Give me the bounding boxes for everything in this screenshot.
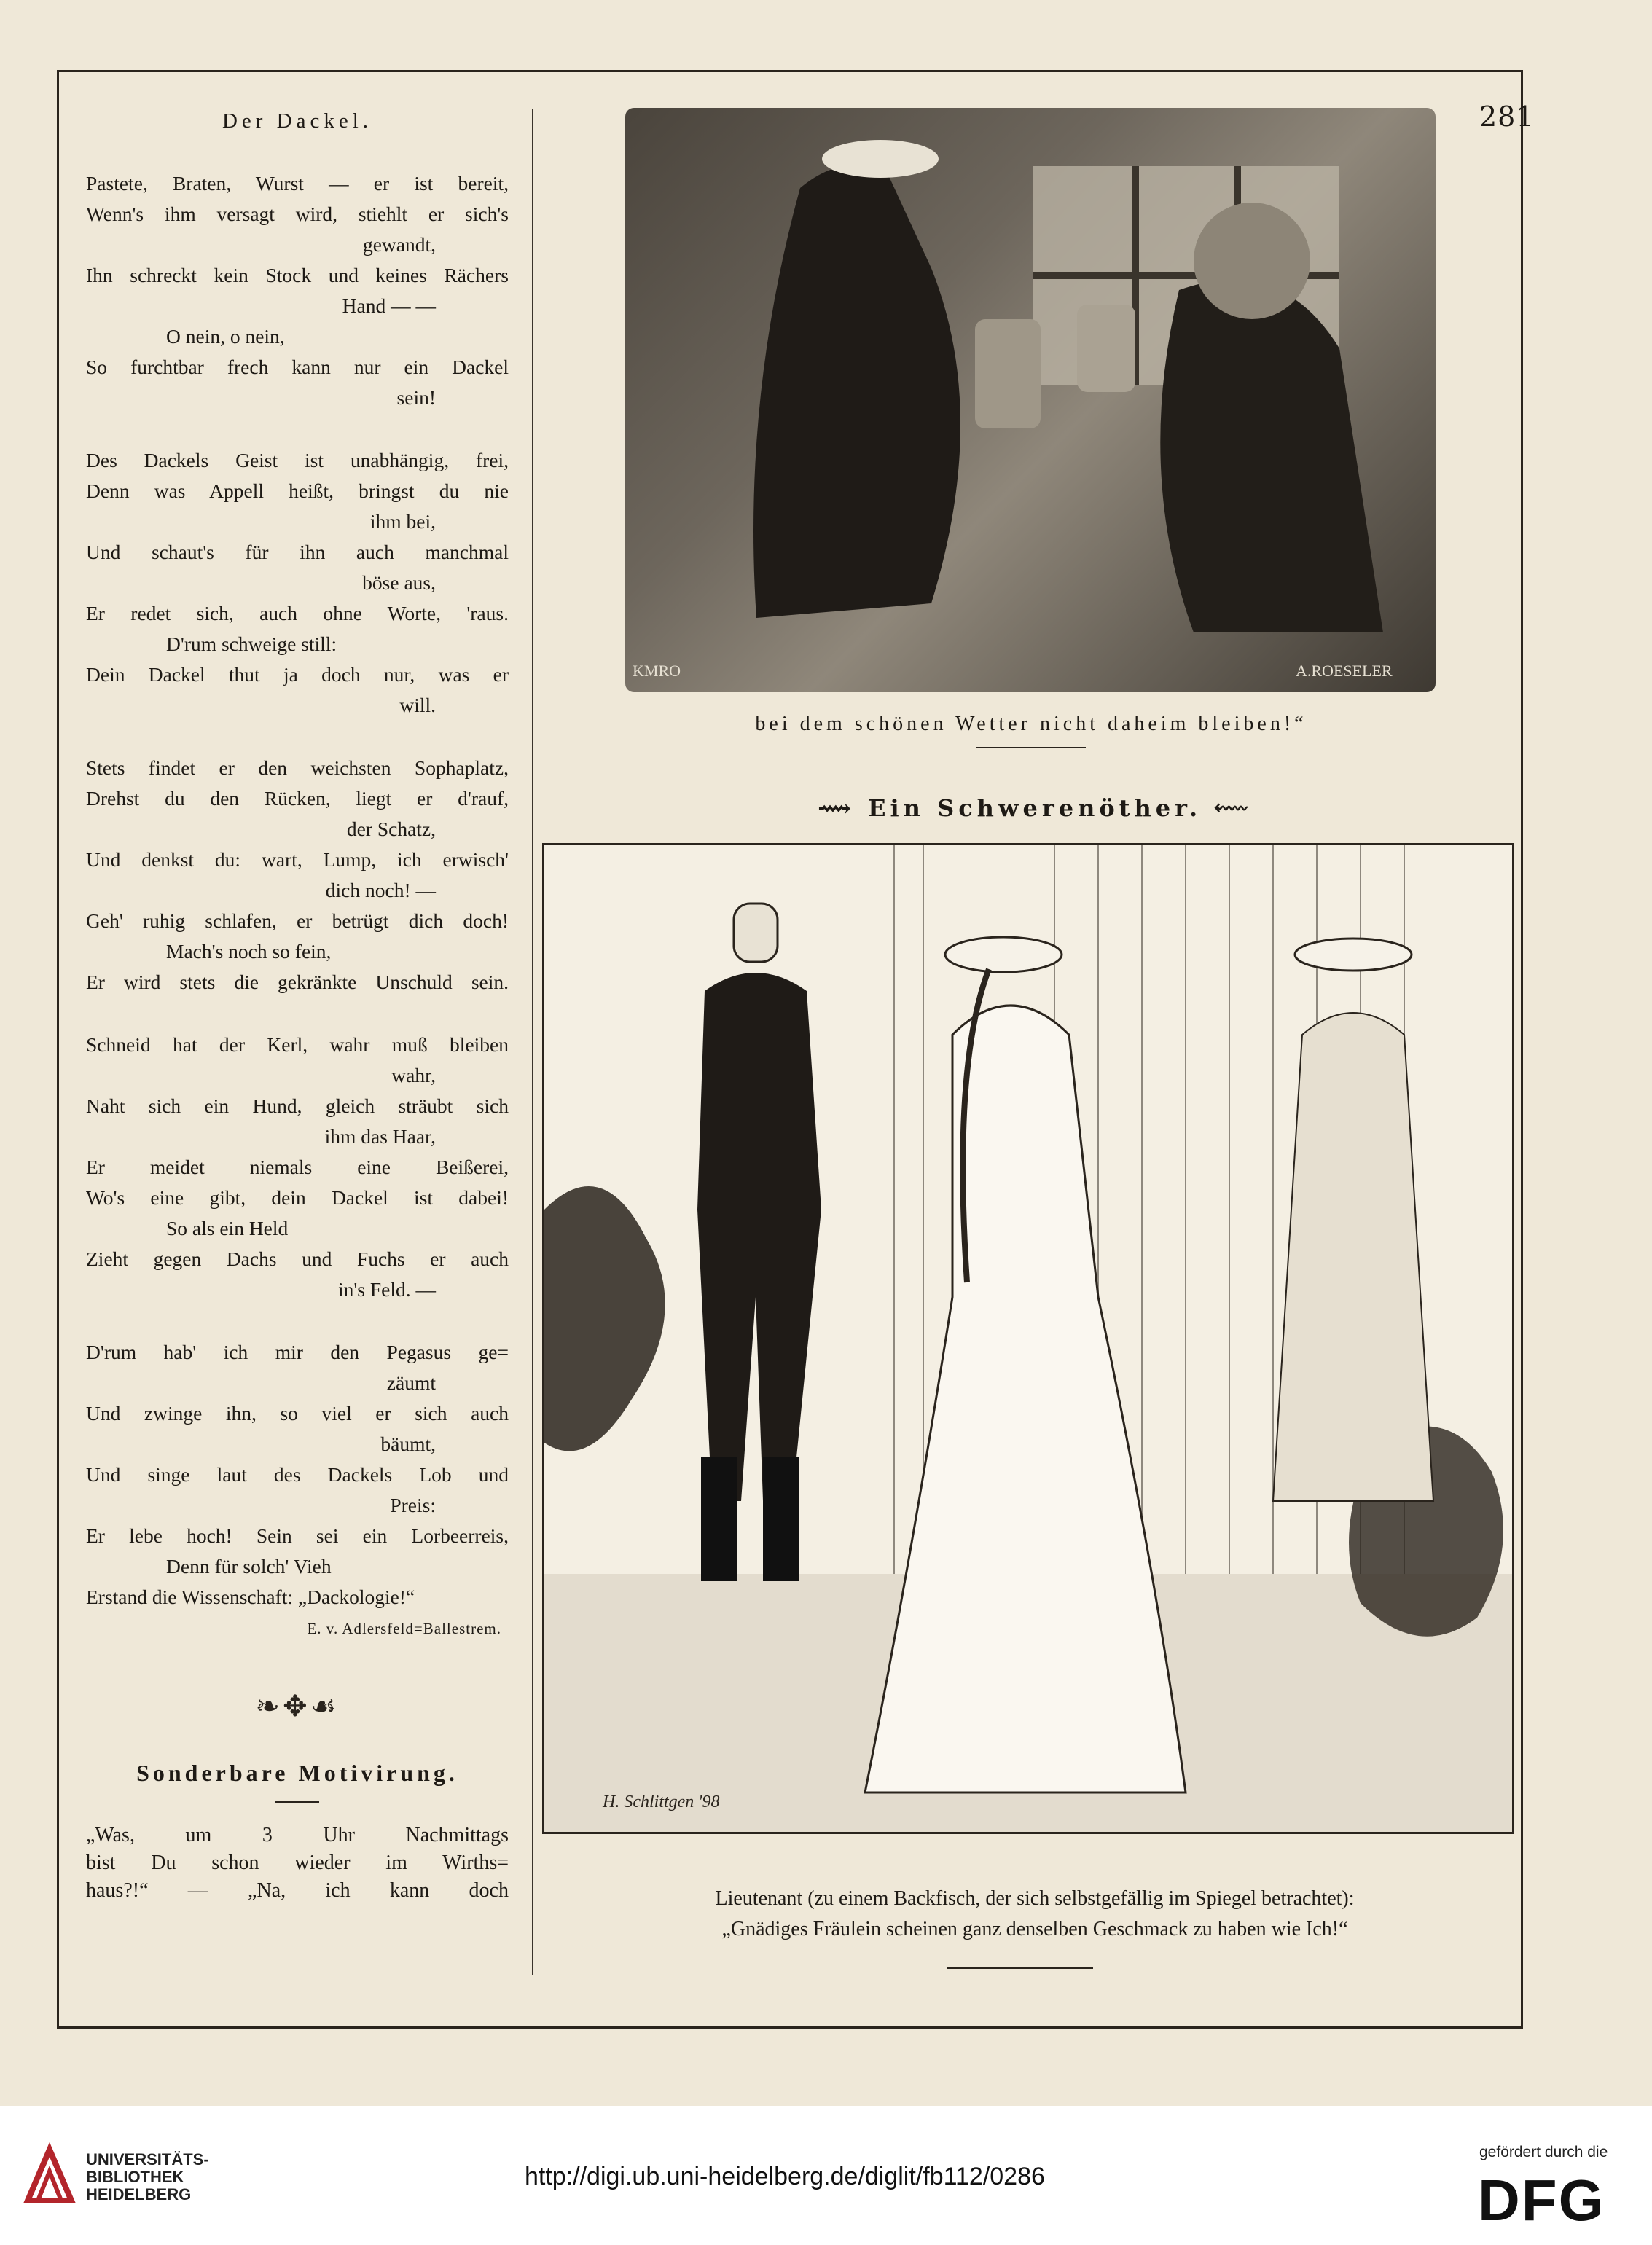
illustration-signature-left: KMRO bbox=[633, 662, 681, 680]
section-rule bbox=[976, 747, 1086, 748]
ornament-left-icon: ⟿ bbox=[818, 794, 856, 822]
poem-stanza-4 bbox=[86, 1030, 509, 1305]
lieutenant-scene-illustration bbox=[542, 843, 1514, 1834]
university-library-logo-icon bbox=[20, 2142, 79, 2208]
poem-line: Zieht gegen Dachs und Fuchs er auch bbox=[86, 1247, 509, 1270]
ornament-right-icon: ⬳ bbox=[1214, 794, 1252, 822]
poem-line: Er wird stets die gekränkte Unschuld sein. bbox=[86, 971, 509, 993]
poem-stanza-2 bbox=[86, 445, 509, 721]
poem-line: bäumt, bbox=[380, 1433, 436, 1455]
poem-line: Schneid hat der Kerl, wahr muß bleiben bbox=[86, 1033, 509, 1056]
poem-title: Der Dackel. bbox=[222, 109, 373, 133]
poem-line: Er meidet niemals eine Beißerei, bbox=[86, 1156, 509, 1178]
poem-line: Er lebe hoch! Sein sei ein Lorbeerreis, bbox=[86, 1524, 509, 1547]
illustration-signature: H. Schlittgen '98 bbox=[603, 1793, 720, 1811]
poem-line: zäumt bbox=[386, 1371, 436, 1394]
poem-line: Stets findet er den weichsten Sophaplatz, bbox=[86, 756, 509, 779]
viewer-footer bbox=[0, 2106, 1652, 2245]
section-title-text: Ein Schwerenöther. bbox=[868, 794, 1202, 822]
poem-line: böse aus, bbox=[362, 571, 436, 594]
poem-line: Und denkst du: wart, Lump, ich erwisch' bbox=[86, 848, 509, 871]
prose-line: „Was, um 3 Uhr Nachmittags bbox=[86, 1824, 509, 1846]
poem-line: Wenn's ihm versagt wird, stiehlt er sich's bbox=[86, 203, 509, 225]
poem-stanza-1 bbox=[86, 168, 509, 413]
poem-stanza-5 bbox=[86, 1337, 509, 1613]
poem-line: D'rum schweige still: bbox=[166, 632, 337, 655]
funder-label: gefördert durch die bbox=[1479, 2144, 1608, 2160]
poem-line: Preis: bbox=[390, 1494, 436, 1516]
institution-name bbox=[86, 2151, 209, 2203]
prose-line: bist Du schon wieder im Wirths= bbox=[86, 1852, 509, 1874]
poem-line: Pastete, Braten, Wurst — er ist bereit, bbox=[86, 172, 509, 195]
dfg-logo: DFG bbox=[1478, 2168, 1605, 2233]
poem-line: Er redet sich, auch ohne Worte, 'raus. bbox=[86, 602, 509, 624]
prose-line: haus?!“ — „Na, ich kann doch bbox=[86, 1879, 509, 1902]
poem-line: der Schatz, bbox=[346, 818, 436, 840]
poem-line: Und zwinge ihn, so viel er sich auch bbox=[86, 1402, 509, 1425]
poem-line: gewandt, bbox=[362, 233, 436, 256]
institution-line: BIBLIOTHEK bbox=[86, 2168, 184, 2186]
poem-line: Und schaut's für ihn auch manchmal bbox=[86, 541, 509, 563]
poem-line: O nein, o nein, bbox=[166, 325, 285, 348]
poem-line: ihm das Haar, bbox=[324, 1125, 436, 1148]
poem-column bbox=[86, 109, 509, 1905]
section-rule bbox=[275, 1801, 319, 1803]
lieutenant-scene-drawing bbox=[544, 845, 1512, 1832]
poem-line: So als ein Held bbox=[166, 1217, 289, 1239]
poem-line: Dein Dackel thut ja doch nur, was er bbox=[86, 663, 509, 686]
poem-line: Mach's noch so fein, bbox=[166, 940, 332, 963]
poem-line: Erstand die Wissenschaft: „Dackologie!“ bbox=[86, 1586, 415, 1608]
institution-line: HEIDELBERG bbox=[86, 2185, 192, 2203]
poem-line: D'rum hab' ich mir den Pegasus ge= bbox=[86, 1341, 509, 1363]
poem-line: will. bbox=[399, 694, 436, 716]
illustration-caption: bei dem schönen Wetter nicht daheim bleiben!“ bbox=[755, 713, 1307, 735]
poem-line: Hand — — bbox=[342, 294, 436, 317]
poem-line: Denn für solch' Vieh bbox=[166, 1555, 332, 1578]
illustration-signature-right: A.ROESELER bbox=[1296, 662, 1393, 680]
section-title-schwerenoether bbox=[772, 794, 1297, 823]
poem-line: Geh' ruhig schlafen, er betrügt dich doch! bbox=[86, 909, 509, 932]
fleuron-ornament-icon: ❧✥☙ bbox=[255, 1690, 340, 1723]
permalink-url[interactable]: http://digi.ub.uni-heidelberg.de/diglit/fb112/0286 bbox=[525, 2163, 1045, 2190]
institution-line: UNIVERSITÄTS- bbox=[86, 2150, 209, 2168]
poem-line: ihm bei, bbox=[369, 510, 436, 533]
poem-line: Drehst du den Rücken, liegt er d'rauf, bbox=[86, 787, 509, 810]
poem-line: dich noch! — bbox=[325, 879, 436, 901]
caption-line: „Gnädiges Fräulein scheinen ganz denselben Geschmack zu haben wie Ich!“ bbox=[721, 1918, 1348, 1940]
page-number: 281 bbox=[1479, 101, 1535, 133]
poem-line: Naht sich ein Hund, gleich sträubt sich bbox=[86, 1094, 509, 1117]
tavern-scene-drawing bbox=[625, 108, 1436, 692]
poem-line: Ihn schreckt kein Stock und keines Rächers bbox=[86, 264, 509, 286]
illustration-caption-2 bbox=[561, 1884, 1508, 1945]
poem-line: Und singe laut des Dackels Lob und bbox=[86, 1463, 509, 1486]
section-rule bbox=[947, 1967, 1093, 1969]
poem-author: E. v. Adlersfeld=Ballestrem. bbox=[307, 1620, 501, 1637]
poem-line: Des Dackels Geist ist unabhängig, frei, bbox=[86, 449, 509, 471]
tavern-scene-illustration bbox=[625, 108, 1436, 692]
section-title-sonderbare: Sonderbare Motivirung. bbox=[136, 1760, 458, 1786]
poem-line: So furchtbar frech kann nur ein Dackel bbox=[86, 356, 509, 378]
poem-line: Wo's eine gibt, dein Dackel ist dabei! bbox=[86, 1186, 509, 1209]
column-divider bbox=[532, 109, 533, 1975]
poem-line: Denn was Appell heißt, bringst du nie bbox=[86, 479, 509, 502]
poem-line: wahr, bbox=[391, 1064, 436, 1086]
poem-line: in's Feld. — bbox=[337, 1278, 436, 1301]
poem-stanza-3 bbox=[86, 753, 509, 998]
poem-line: sein! bbox=[396, 386, 436, 409]
caption-line: Lieutenant (zu einem Backfisch, der sich selbstgefällig im Spiegel betrachtet): bbox=[715, 1887, 1355, 1910]
